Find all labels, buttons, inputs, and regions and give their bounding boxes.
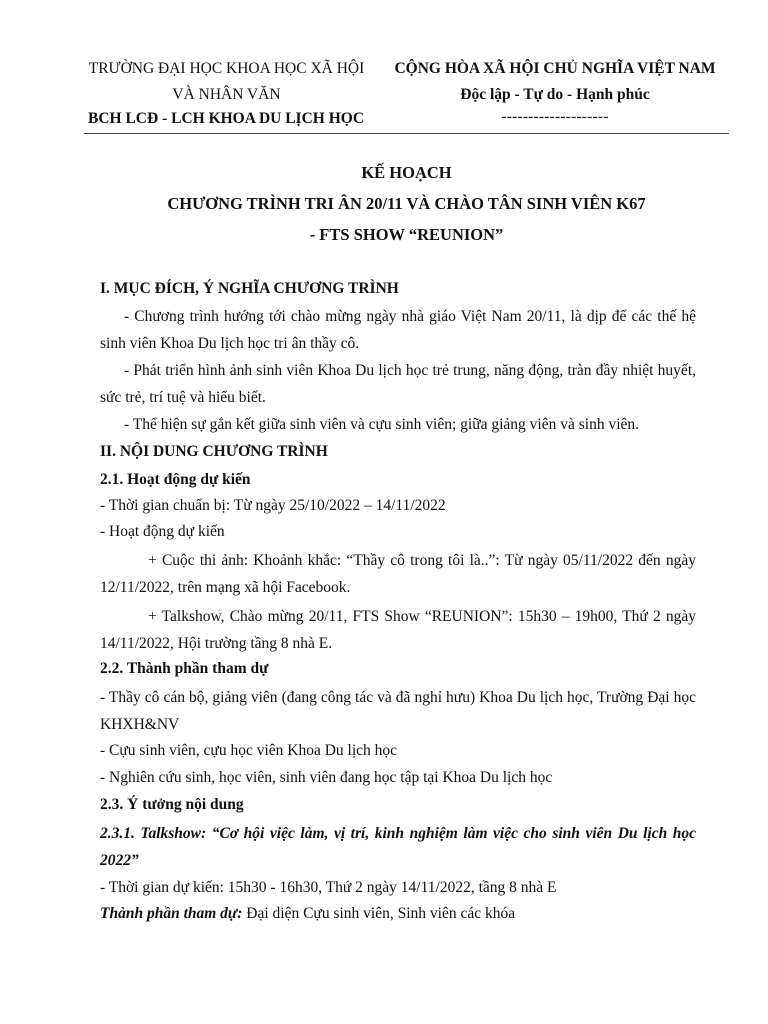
- prep-time-line: - Thời gian chuẩn bị: Từ ngày 25/10/2022 – 14/11/2022: [100, 497, 446, 514]
- planned-activities-line: - Hoạt động dự kiến: [100, 523, 225, 540]
- header-rule: [84, 133, 729, 134]
- section-1-paragraph-1: - Chương trình hướng tới chào mừng ngày nhà giáo Việt Nam 20/11, là dịp để các thế hệ sinh viên Khoa Du lịch học tri ân thầy cô.: [100, 308, 696, 352]
- activity-photo-contest: + Cuộc thi ảnh: Khoảnh khắc: “Thầy cô trong tôi là..”: Từ ngày 05/11/2022 đến ngày 12/11/2022, trên mạng xã hội Facebook.: [100, 552, 696, 596]
- header-divider-dashes: --------------------: [501, 108, 609, 125]
- talkshow-participants-label: Thành phần tham dự:: [100, 905, 243, 922]
- section-2-1-heading: 2.1. Hoạt động dự kiến: [100, 471, 251, 488]
- header-university-line2: VÀ NHÂN VĂN: [172, 86, 281, 103]
- header-national-title: CỘNG HÒA XÃ HỘI CHỦ NGHĨA VIỆT NAM: [394, 60, 716, 77]
- section-1-paragraph-2: - Phát triển hình ảnh sinh viên Khoa Du lịch học trẻ trung, năng động, tràn đầy nhiệt huyết, sức trẻ, trí tuệ và hiểu biết.: [100, 362, 696, 406]
- section-2-3-1-heading: 2.3.1. Talkshow: “Cơ hội việc làm, vị trí, kinh nghiệm làm việc cho sinh viên Du lịch học 2022”: [100, 825, 696, 869]
- header-university-line1: TRƯỜNG ĐẠI HỌC KHOA HỌC XÃ HỘI: [88, 60, 365, 77]
- activity-talkshow: + Talkshow, Chào mừng 20/11, FTS Show “REUNION”: 15h30 – 19h00, Thứ 2 ngày 14/11/2022, Hội trường tầng 8 nhà E.: [100, 608, 696, 652]
- doc-title: KẾ HOẠCH: [361, 163, 452, 182]
- participants-line-1: - Thầy cô cán bộ, giảng viên (đang công tác và đã nghỉ hưu) Khoa Du lịch học, Trường Đại học KHXH&NV: [100, 689, 696, 733]
- talkshow-time-line: - Thời gian dự kiến: 15h30 - 16h30, Thứ 2 ngày 14/11/2022, tầng 8 nhà E: [100, 879, 557, 896]
- participants-line-2: - Cựu sinh viên, cựu học viên Khoa Du lịch học: [100, 742, 398, 759]
- section-1-heading: I. MỤC ĐÍCH, Ý NGHĨA CHƯƠNG TRÌNH: [100, 280, 399, 297]
- talkshow-participants-value: Đại diện Cựu sinh viên, Sinh viên các khóa: [242, 905, 516, 922]
- header-faculty-union: BCH LCĐ - LCH KHOA DU LỊCH HỌC: [88, 110, 365, 127]
- section-2-heading: II. NỘI DUNG CHƯƠNG TRÌNH: [100, 443, 328, 460]
- section-1-paragraph-3: - Thể hiện sự gắn kết giữa sinh viên và cựu sinh viên; giữa giảng viên và sinh viên.: [124, 416, 640, 433]
- section-2-3-heading: 2.3. Ý tưởng nội dung: [100, 796, 244, 813]
- participants-line-3: - Nghiên cứu sinh, học viên, sinh viên đang học tập tại Khoa Du lịch học: [100, 769, 553, 786]
- talkshow-participants-line: [100, 905, 515, 923]
- section-2-2-heading: 2.2. Thành phần tham dự: [100, 660, 269, 677]
- header-motto: Độc lập - Tự do - Hạnh phúc: [460, 86, 650, 103]
- doc-subtitle: CHƯƠNG TRÌNH TRI ÂN 20/11 VÀ CHÀO TÂN SINH VIÊN K67: [167, 194, 646, 213]
- doc-subtitle-show: - FTS SHOW “REUNION”: [309, 225, 504, 244]
